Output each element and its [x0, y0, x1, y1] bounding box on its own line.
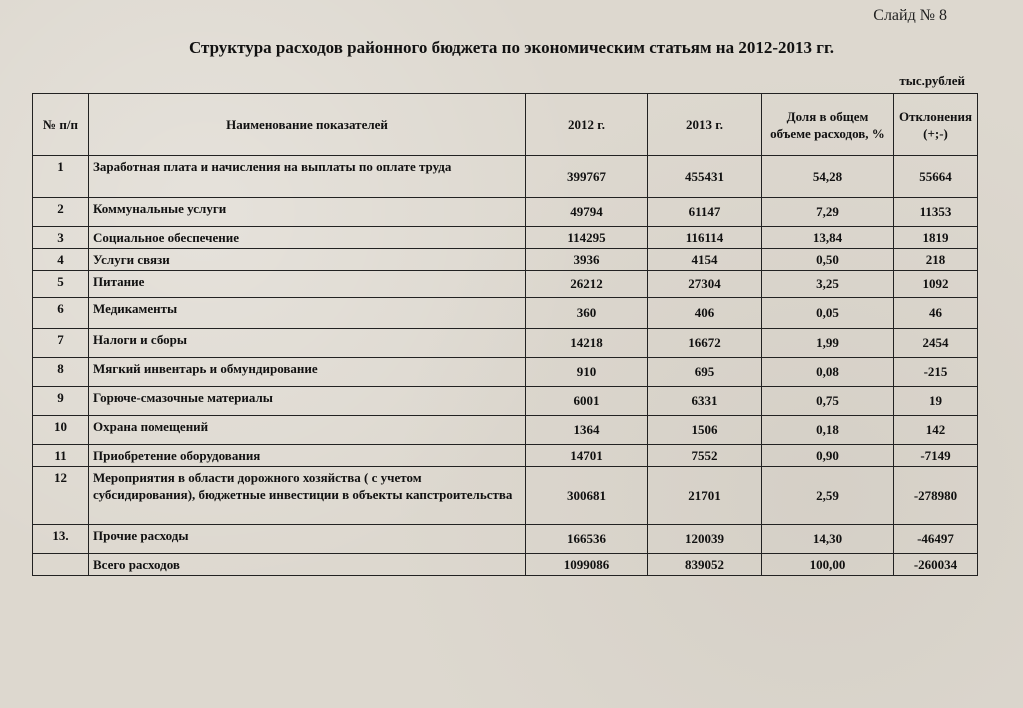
- cell-2013: 116114: [648, 227, 762, 249]
- table-row: [33, 358, 978, 387]
- header-name: Наименование показателей: [89, 94, 526, 156]
- cell-share: 0,90: [762, 445, 894, 467]
- table-row: [33, 249, 978, 271]
- cell-delta: -7149: [894, 445, 978, 467]
- cell-2013: 4154: [648, 249, 762, 271]
- cell-delta: 218: [894, 249, 978, 271]
- cell-name: Налоги и сборы: [89, 329, 526, 358]
- cell-2013: 27304: [648, 271, 762, 298]
- cell-2012: 3936: [526, 249, 648, 271]
- cell-name: Приобретение оборудования: [89, 445, 526, 467]
- cell-2013: 6331: [648, 387, 762, 416]
- cell-2012: 300681: [526, 467, 648, 525]
- cell-delta: 11353: [894, 198, 978, 227]
- cell-name: Мероприятия в области дорожного хозяйства ( с учетом субсидирования), бюджетные инвестиции в объекты капстроительства: [89, 467, 526, 525]
- budget-table: [32, 93, 978, 576]
- cell-num: 9: [33, 387, 89, 416]
- cell-delta: -278980: [894, 467, 978, 525]
- cell-name: Социальное обеспечение: [89, 227, 526, 249]
- cell-2012: 6001: [526, 387, 648, 416]
- table-row: [33, 298, 978, 329]
- table-row: [33, 445, 978, 467]
- cell-2012: 14701: [526, 445, 648, 467]
- cell-delta: 2454: [894, 329, 978, 358]
- cell-num: 13.: [33, 525, 89, 554]
- table-row: [33, 525, 978, 554]
- cell-share: 0,50: [762, 249, 894, 271]
- table-header-row: [33, 94, 978, 156]
- cell-share: 13,84: [762, 227, 894, 249]
- cell-name: Медикаменты: [89, 298, 526, 329]
- cell-delta: 1092: [894, 271, 978, 298]
- header-2013: 2013 г.: [648, 94, 762, 156]
- cell-share: 0,18: [762, 416, 894, 445]
- cell-2013: 1506: [648, 416, 762, 445]
- units-label: тыс.рублей: [899, 73, 965, 88]
- header-share: Доля в общем объеме расходов, %: [762, 94, 894, 156]
- header-2012: 2012 г.: [526, 94, 648, 156]
- cell-2012: 114295: [526, 227, 648, 249]
- cell-share: 0,75: [762, 387, 894, 416]
- cell-2013: 695: [648, 358, 762, 387]
- table-row: [33, 271, 978, 298]
- cell-2012: 26212: [526, 271, 648, 298]
- cell-share: 0,05: [762, 298, 894, 329]
- cell-2012: 910: [526, 358, 648, 387]
- table-row: [33, 416, 978, 445]
- cell-share: 100,00: [762, 554, 894, 576]
- cell-num: 10: [33, 416, 89, 445]
- cell-name: Коммунальные услуги: [89, 198, 526, 227]
- cell-share: 2,59: [762, 467, 894, 525]
- cell-delta: -46497: [894, 525, 978, 554]
- table-body: [33, 156, 978, 576]
- cell-2012: 360: [526, 298, 648, 329]
- cell-name: Всего расходов: [89, 554, 526, 576]
- cell-num: 1: [33, 156, 89, 198]
- cell-2012: 1099086: [526, 554, 648, 576]
- cell-2013: 21701: [648, 467, 762, 525]
- cell-num: 7: [33, 329, 89, 358]
- cell-delta: 55664: [894, 156, 978, 198]
- cell-num: 8: [33, 358, 89, 387]
- table-row: [33, 156, 978, 198]
- cell-name: Услуги связи: [89, 249, 526, 271]
- cell-num: 12: [33, 467, 89, 525]
- cell-2012: 1364: [526, 416, 648, 445]
- cell-num: [33, 554, 89, 576]
- cell-delta: 19: [894, 387, 978, 416]
- cell-num: 5: [33, 271, 89, 298]
- table-row: [33, 554, 978, 576]
- header-delta: Отклонения (+;-): [894, 94, 978, 156]
- cell-share: 1,99: [762, 329, 894, 358]
- cell-share: 54,28: [762, 156, 894, 198]
- cell-share: 0,08: [762, 358, 894, 387]
- cell-name: Мягкий инвентарь и обмундирование: [89, 358, 526, 387]
- cell-num: 4: [33, 249, 89, 271]
- cell-2013: 406: [648, 298, 762, 329]
- cell-share: 3,25: [762, 271, 894, 298]
- cell-delta: -215: [894, 358, 978, 387]
- cell-2013: 455431: [648, 156, 762, 198]
- cell-2012: 14218: [526, 329, 648, 358]
- cell-name: Заработная плата и начисления на выплаты по оплате труда: [89, 156, 526, 198]
- cell-2013: 16672: [648, 329, 762, 358]
- cell-share: 14,30: [762, 525, 894, 554]
- table-row: [33, 387, 978, 416]
- cell-name: Горюче-смазочные материалы: [89, 387, 526, 416]
- cell-2013: 120039: [648, 525, 762, 554]
- cell-delta: 46: [894, 298, 978, 329]
- table-row: [33, 467, 978, 525]
- cell-delta: 142: [894, 416, 978, 445]
- cell-num: 2: [33, 198, 89, 227]
- cell-name: Прочие расходы: [89, 525, 526, 554]
- cell-name: Питание: [89, 271, 526, 298]
- table-row: [33, 227, 978, 249]
- cell-2012: 166536: [526, 525, 648, 554]
- cell-2013: 7552: [648, 445, 762, 467]
- cell-2013: 839052: [648, 554, 762, 576]
- cell-share: 7,29: [762, 198, 894, 227]
- cell-num: 6: [33, 298, 89, 329]
- cell-num: 3: [33, 227, 89, 249]
- cell-name: Охрана помещений: [89, 416, 526, 445]
- cell-2013: 61147: [648, 198, 762, 227]
- page-title: Структура расходов районного бюджета по экономическим статьям на 2012-2013 гг.: [188, 38, 835, 57]
- cell-num: 11: [33, 445, 89, 467]
- table-row: [33, 198, 978, 227]
- table-row: [33, 329, 978, 358]
- header-num: № п/п: [33, 94, 89, 156]
- cell-delta: -260034: [894, 554, 978, 576]
- slide-number: Слайд № 8: [873, 7, 947, 24]
- cell-2012: 49794: [526, 198, 648, 227]
- cell-2012: 399767: [526, 156, 648, 198]
- cell-delta: 1819: [894, 227, 978, 249]
